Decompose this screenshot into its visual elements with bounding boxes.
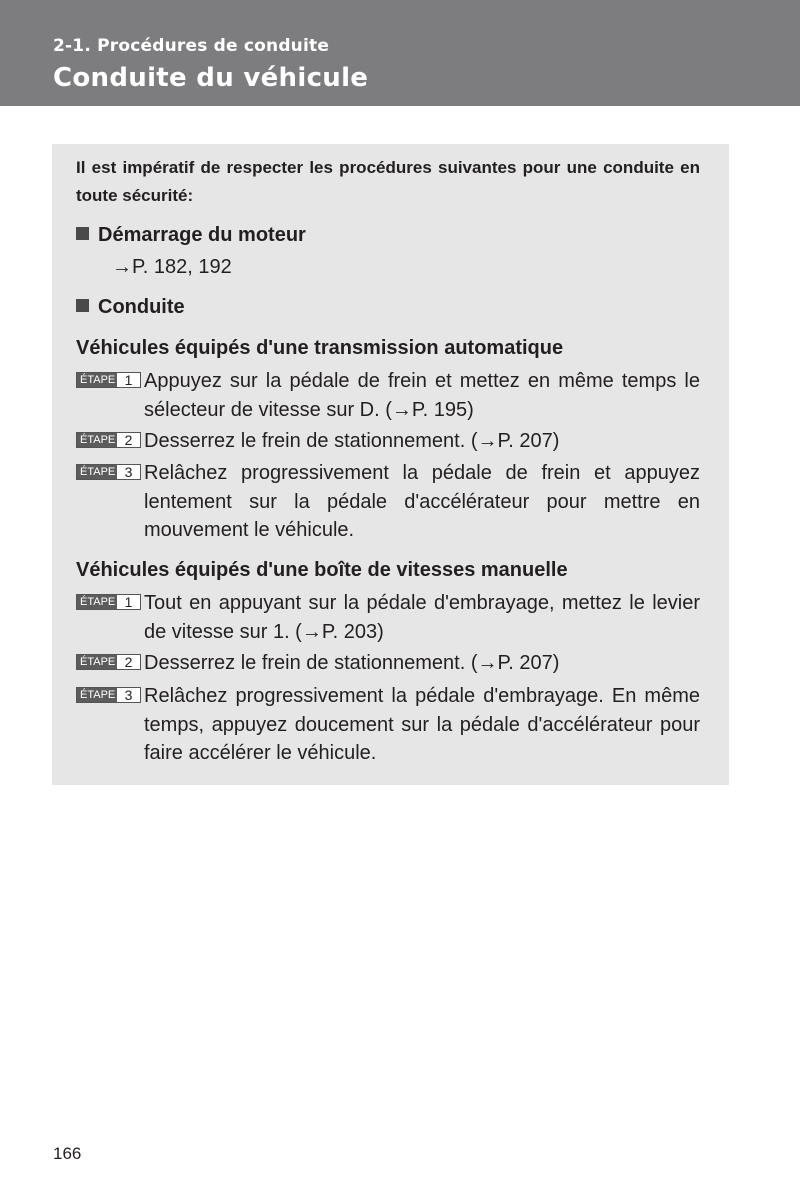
page-number: 166: [53, 1144, 82, 1163]
driving-heading: [76, 294, 185, 320]
step-badge-label: ÉTAPE: [77, 465, 117, 479]
square-bullet-icon: [76, 299, 89, 312]
manual-step-3: [76, 682, 700, 768]
engine-start-reference: →P. 182, 192: [112, 256, 232, 278]
step-badge-number: 1: [117, 373, 140, 387]
step-badge-number: 2: [117, 433, 140, 447]
automatic-heading: Véhicules équipés d'une transmission automatique: [76, 337, 564, 359]
manual-step-2: [76, 649, 700, 678]
step-badge-label: ÉTAPE: [77, 595, 117, 609]
automatic-step-3: [76, 459, 700, 545]
step-badge: [76, 372, 141, 388]
step-text: Desserrez le frein de stationnement. (→P. 207): [144, 430, 560, 452]
intro-text: Il est impératif de respecter les procédures suivantes pour une conduite en toute sécurité:: [76, 158, 700, 205]
manual-heading: Véhicules équipés d'une boîte de vitesses manuelle: [76, 559, 568, 581]
driving-heading-label: Conduite: [98, 296, 185, 318]
step-text: Desserrez le frein de stationnement. (→P. 207): [144, 652, 560, 674]
manual-step-1: [76, 589, 700, 646]
step-text: Relâchez progressivement la pédale de frein et appuyez lentement sur la pédale d'accélérateur pour mettre en mouvement le véhicule.: [144, 462, 700, 541]
step-badge: [76, 464, 141, 480]
step-badge-label: ÉTAPE: [77, 655, 117, 669]
step-badge-label: ÉTAPE: [77, 433, 117, 447]
square-bullet-icon: [76, 227, 89, 240]
automatic-step-1: [76, 367, 700, 424]
step-text: Tout en appuyant sur la pédale d'embrayage, mettez le levier de vitesse sur 1. (→P. 203): [144, 592, 700, 643]
step-badge-number: 3: [117, 688, 140, 702]
step-badge-label: ÉTAPE: [77, 373, 117, 387]
chapter-header: [0, 0, 800, 106]
step-badge-label: ÉTAPE: [77, 688, 117, 702]
step-badge: [76, 654, 141, 670]
automatic-step-2: [76, 427, 700, 456]
step-badge: [76, 594, 141, 610]
step-badge-number: 2: [117, 655, 140, 669]
step-text: Relâchez progressivement la pédale d'embrayage. En même temps, appuyez doucement sur la pédale d'accélérateur pour faire accélérer le véhicule.: [144, 685, 700, 764]
step-badge-number: 1: [117, 595, 140, 609]
section-label: 2-1. Procédures de conduite: [53, 36, 330, 56]
step-badge-number: 3: [117, 465, 140, 479]
page-title: Conduite du véhicule: [53, 63, 369, 93]
step-badge: [76, 432, 141, 448]
engine-start-heading: [76, 222, 306, 248]
step-badge: [76, 687, 141, 703]
engine-start-heading-label: Démarrage du moteur: [98, 224, 306, 246]
step-text: Appuyez sur la pédale de frein et mettez en même temps le sélecteur de vitesse sur D. (→P. 195): [144, 370, 700, 421]
